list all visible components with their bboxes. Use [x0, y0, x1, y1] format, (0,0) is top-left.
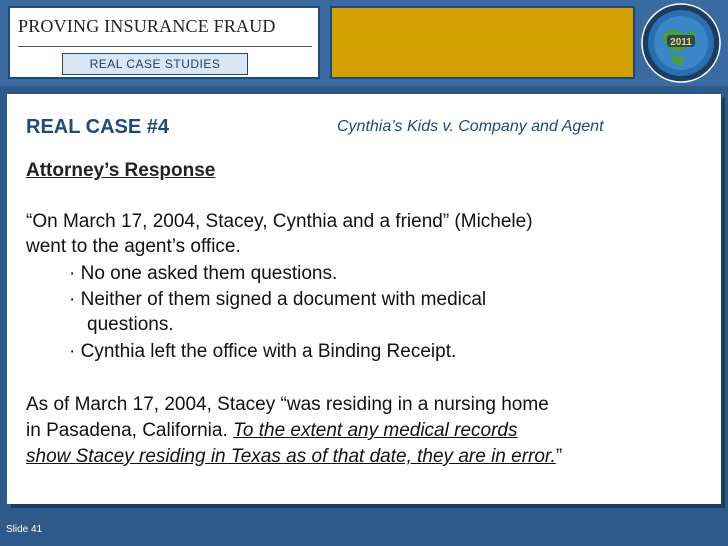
paragraph-2-line-1: As of March 17, 2004, Stacey “was residing in a nursing home	[26, 394, 549, 415]
gold-banner	[330, 6, 635, 79]
case-title: REAL CASE #4	[26, 116, 170, 138]
paragraph-2-emphasis: To the extent any medical records	[233, 420, 518, 441]
paragraph-1-line-1: “On March 17, 2004, Stacey, Cynthia and a friend” (Michele)	[26, 211, 533, 232]
bullet-item: · Neither of them signed a document with medical	[69, 289, 487, 310]
case-subtitle: Cynthia’s Kids v. Company and Agent	[337, 118, 604, 135]
paragraph-2-line-2	[26, 418, 517, 443]
footer-bar	[0, 514, 728, 546]
title-divider	[18, 46, 312, 47]
slide-content-card	[7, 94, 721, 504]
subtitle-bar	[62, 53, 248, 75]
section-heading: Attorney’s Response	[26, 160, 216, 181]
paragraph-2-plain-text: in Pasadena, California.	[26, 420, 234, 441]
bullet-item: · No one asked them questions.	[69, 263, 338, 284]
logo-year: 2011	[670, 37, 692, 48]
conference-logo	[640, 2, 722, 84]
paragraph-1-line-2: went to the agent’s office.	[26, 236, 241, 257]
presentation-title: PROVING INSURANCE FRAUD	[18, 16, 276, 36]
paragraph-2-emphasis-cont: show Stacey residing in Texas as of that date, they are in error.	[26, 446, 556, 467]
title-box	[8, 6, 320, 79]
paragraph-2-line-3	[26, 444, 562, 469]
bullet-item-continuation: questions.	[87, 314, 174, 335]
slide-number: Slide 41	[6, 524, 43, 535]
header-band	[0, 0, 728, 86]
presentation-subtitle: REAL CASE STUDIES	[89, 57, 221, 71]
bullet-item: · Cynthia left the office with a Binding Receipt.	[69, 341, 457, 362]
closing-quote: ”	[555, 446, 563, 467]
